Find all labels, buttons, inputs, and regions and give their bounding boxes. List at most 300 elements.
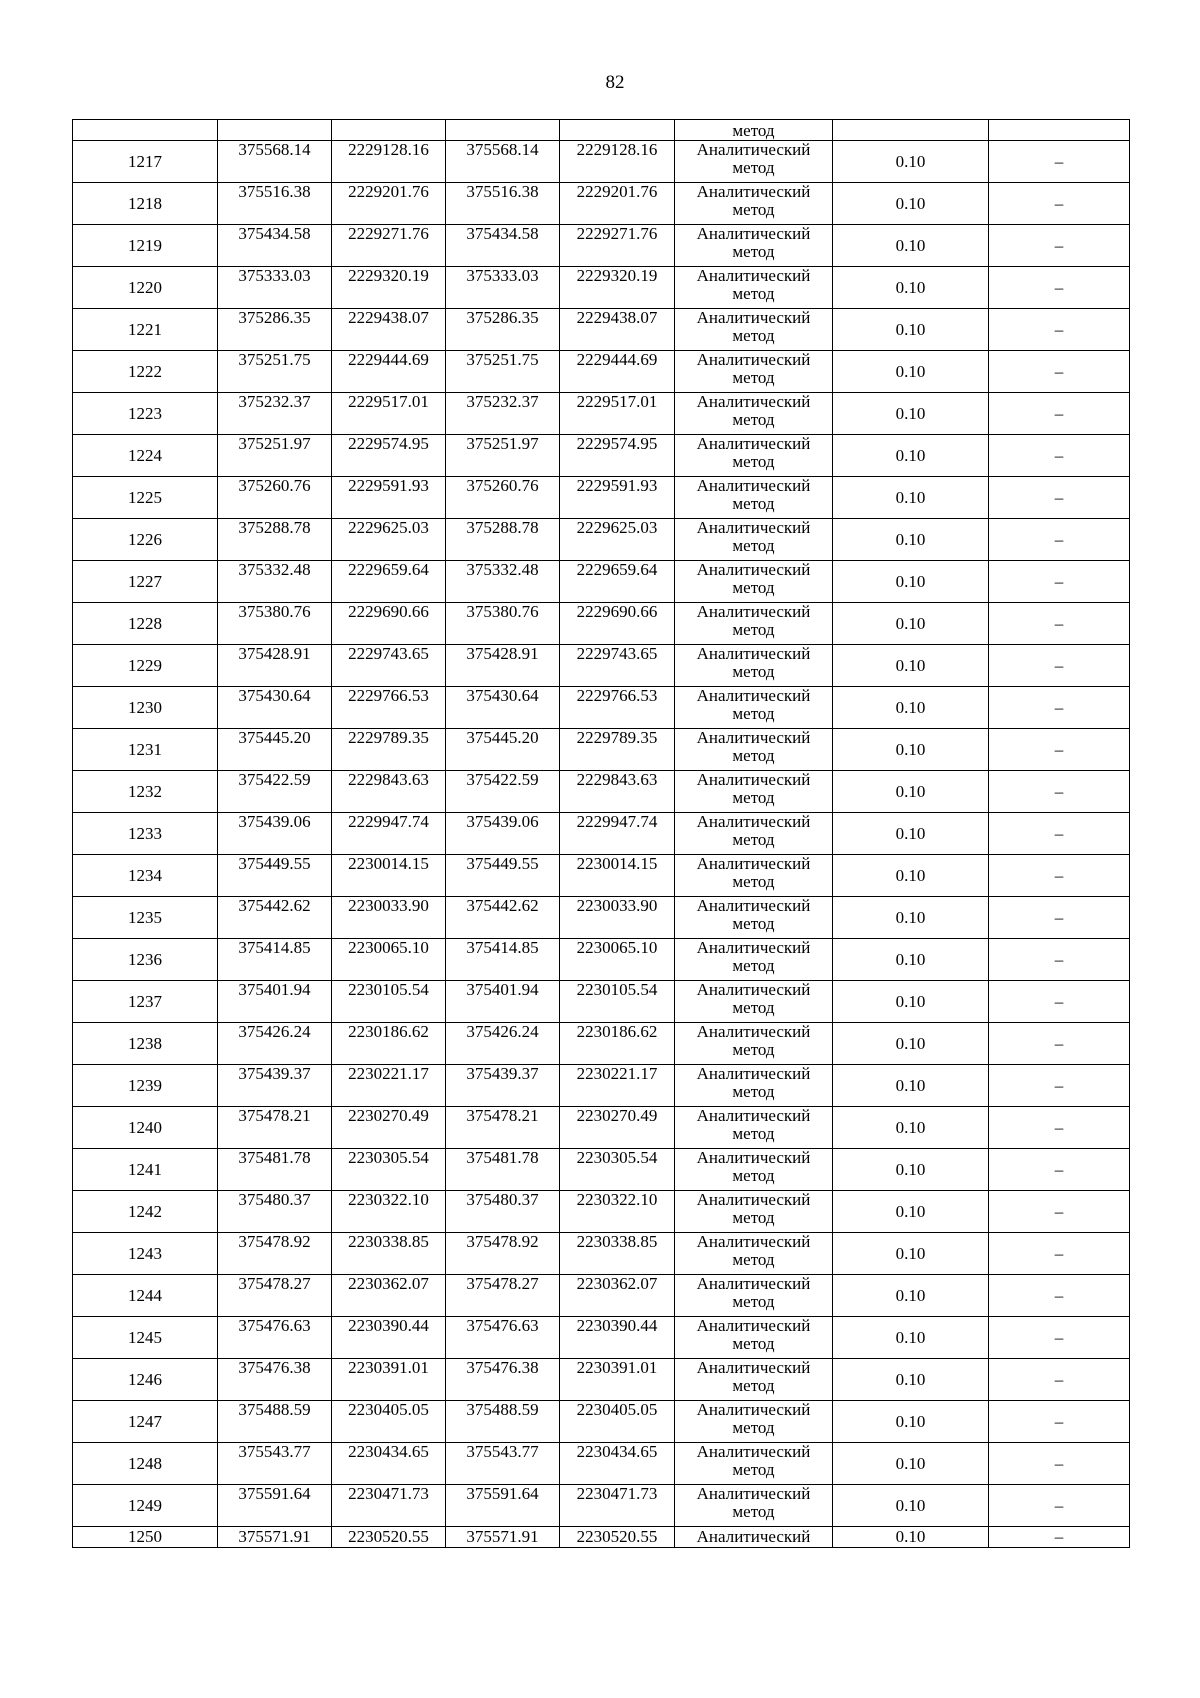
accuracy-value: 0.10 (833, 351, 989, 393)
note-dash: – (989, 519, 1130, 561)
accuracy-value: 0.10 (833, 729, 989, 771)
accuracy-value: 0.10 (833, 645, 989, 687)
table-row (73, 1443, 1130, 1485)
y-coordinate-2: 2230338.85 (560, 1233, 675, 1275)
accuracy-value: 0.10 (833, 687, 989, 729)
accuracy-value: 0.10 (833, 897, 989, 939)
point-number: 1247 (73, 1401, 218, 1443)
x-coordinate-2: 375333.03 (446, 267, 560, 309)
x-coordinate: 375478.21 (218, 1107, 332, 1149)
x-coordinate: 375288.78 (218, 519, 332, 561)
method-word: метод (732, 368, 775, 387)
y-coordinate: 2229574.95 (332, 435, 446, 477)
table-row (73, 1317, 1130, 1359)
x-coordinate-2: 375439.37 (446, 1065, 560, 1107)
x-coordinate-2: 375260.76 (446, 477, 560, 519)
note-dash: – (989, 1401, 1130, 1443)
method-word: Аналитический (696, 140, 811, 159)
point-number: 1240 (73, 1107, 218, 1149)
note-dash: – (989, 855, 1130, 897)
point-number: 1227 (73, 561, 218, 603)
method-word: метод (732, 200, 775, 219)
y-coordinate-2: 2229517.01 (560, 393, 675, 435)
method-cell (675, 603, 833, 645)
table-row (73, 1107, 1130, 1149)
accuracy-value: 0.10 (833, 1107, 989, 1149)
table-row (73, 729, 1130, 771)
method-word: Аналитический (696, 560, 811, 579)
y-coordinate: 2229789.35 (332, 729, 446, 771)
y-coordinate: 2230362.07 (332, 1275, 446, 1317)
accuracy-value: 0.10 (833, 183, 989, 225)
table-cell (73, 120, 218, 141)
y-coordinate-2: 2229128.16 (560, 141, 675, 183)
method-word: Аналитический (696, 1274, 811, 1293)
y-coordinate: 2229690.66 (332, 603, 446, 645)
method-word: метод (732, 494, 775, 513)
note-dash: – (989, 477, 1130, 519)
accuracy-value: 0.10 (833, 1275, 989, 1317)
table-row (73, 1191, 1130, 1233)
x-coordinate: 375478.27 (218, 1275, 332, 1317)
note-dash: – (989, 1149, 1130, 1191)
y-coordinate-2: 2229789.35 (560, 729, 675, 771)
x-coordinate-2: 375251.75 (446, 351, 560, 393)
point-number: 1229 (73, 645, 218, 687)
method-cell (675, 1401, 833, 1443)
accuracy-value: 0.10 (833, 813, 989, 855)
method-word: Аналитический (696, 266, 811, 285)
point-number: 1233 (73, 813, 218, 855)
method-word: метод (732, 956, 775, 975)
note-dash: – (989, 435, 1130, 477)
y-coordinate: 2229743.65 (332, 645, 446, 687)
note-dash: – (989, 687, 1130, 729)
point-number: 1244 (73, 1275, 218, 1317)
y-coordinate: 2229128.16 (332, 141, 446, 183)
point-number: 1218 (73, 183, 218, 225)
method-word: метод (732, 242, 775, 261)
method-word: Аналитический (696, 896, 811, 915)
method-word: Аналитический (696, 980, 811, 999)
x-coordinate: 375571.91 (218, 1527, 332, 1548)
method-word: метод (732, 1250, 775, 1269)
method-word: метод (732, 788, 775, 807)
x-coordinate: 375543.77 (218, 1443, 332, 1485)
x-coordinate-2: 375591.64 (446, 1485, 560, 1527)
x-coordinate-2: 375430.64 (446, 687, 560, 729)
table-row (73, 939, 1130, 981)
y-coordinate: 2229517.01 (332, 393, 446, 435)
method-cell (675, 1443, 833, 1485)
coordinates-table (72, 119, 1130, 1548)
accuracy-value: 0.10 (833, 771, 989, 813)
table-cell (989, 120, 1130, 141)
method-word: Аналитический (696, 770, 811, 789)
table-row (73, 981, 1130, 1023)
table-row (73, 183, 1130, 225)
accuracy-value: 0.10 (833, 267, 989, 309)
note-dash: – (989, 1065, 1130, 1107)
x-coordinate: 375481.78 (218, 1149, 332, 1191)
method-cell (675, 435, 833, 477)
x-coordinate: 375251.97 (218, 435, 332, 477)
method-word: Аналитический (696, 308, 811, 327)
accuracy-value: 0.10 (833, 1485, 989, 1527)
y-coordinate-2: 2230014.15 (560, 855, 675, 897)
method-word: метод (732, 158, 775, 177)
method-word: метод (732, 704, 775, 723)
x-coordinate-2: 375434.58 (446, 225, 560, 267)
table-row (73, 351, 1130, 393)
x-coordinate: 375232.37 (218, 393, 332, 435)
x-coordinate-2: 375332.48 (446, 561, 560, 603)
x-coordinate: 375414.85 (218, 939, 332, 981)
method-cell (675, 519, 833, 561)
x-coordinate-2: 375476.38 (446, 1359, 560, 1401)
accuracy-value: 0.10 (833, 393, 989, 435)
x-coordinate-2: 375445.20 (446, 729, 560, 771)
y-coordinate: 2229438.07 (332, 309, 446, 351)
method-word: метод (732, 536, 775, 555)
method-word: метод (732, 1082, 775, 1101)
method-word: Аналитический (696, 1022, 811, 1041)
table-cell (218, 120, 332, 141)
y-coordinate: 2230434.65 (332, 1443, 446, 1485)
y-coordinate: 2229766.53 (332, 687, 446, 729)
note-dash: – (989, 309, 1130, 351)
point-number: 1242 (73, 1191, 218, 1233)
x-coordinate: 375426.24 (218, 1023, 332, 1065)
y-coordinate: 2229320.19 (332, 267, 446, 309)
method-word: Аналитический (696, 1484, 811, 1503)
note-dash: – (989, 225, 1130, 267)
x-coordinate: 375488.59 (218, 1401, 332, 1443)
y-coordinate: 2230221.17 (332, 1065, 446, 1107)
x-coordinate-2: 375571.91 (446, 1527, 560, 1548)
y-coordinate-2: 2230105.54 (560, 981, 675, 1023)
y-coordinate: 2229625.03 (332, 519, 446, 561)
point-number: 1223 (73, 393, 218, 435)
method-word: Аналитический (696, 602, 811, 621)
table-row (73, 1149, 1130, 1191)
method-word: метод (732, 662, 775, 681)
method-word: метод (732, 284, 775, 303)
y-coordinate-2: 2229271.76 (560, 225, 675, 267)
y-coordinate-2: 2229843.63 (560, 771, 675, 813)
y-coordinate: 2229201.76 (332, 183, 446, 225)
method-word: метод (732, 1124, 775, 1143)
method-cell (675, 351, 833, 393)
method-word: метод (732, 326, 775, 345)
method-word: метод (732, 452, 775, 471)
method-cell (675, 477, 833, 519)
y-coordinate-2: 2229947.74 (560, 813, 675, 855)
point-number: 1245 (73, 1317, 218, 1359)
y-coordinate: 2229444.69 (332, 351, 446, 393)
x-coordinate-2: 375288.78 (446, 519, 560, 561)
method-word: метод (732, 830, 775, 849)
y-coordinate-2: 2230221.17 (560, 1065, 675, 1107)
accuracy-value: 0.10 (833, 1191, 989, 1233)
x-coordinate: 375439.06 (218, 813, 332, 855)
method-cell (675, 1191, 833, 1233)
method-word: Аналитический (696, 434, 811, 453)
method-word: Аналитический (696, 182, 811, 201)
method-word: Аналитический (696, 686, 811, 705)
note-dash: – (989, 645, 1130, 687)
y-coordinate: 2230186.62 (332, 1023, 446, 1065)
x-coordinate-2: 375481.78 (446, 1149, 560, 1191)
method-word: Аналитический (696, 854, 811, 873)
x-coordinate-2: 375478.27 (446, 1275, 560, 1317)
x-coordinate: 375286.35 (218, 309, 332, 351)
method-word: метод (732, 872, 775, 891)
x-coordinate: 375568.14 (218, 141, 332, 183)
x-coordinate-2: 375439.06 (446, 813, 560, 855)
table-row (73, 1527, 1130, 1548)
point-number: 1237 (73, 981, 218, 1023)
method-word: метод (732, 746, 775, 765)
table-row (73, 1401, 1130, 1443)
method-cell (675, 183, 833, 225)
method-word: метод (732, 998, 775, 1017)
method-word: Аналитический (696, 392, 811, 411)
x-coordinate-2: 375414.85 (446, 939, 560, 981)
y-coordinate-2: 2230305.54 (560, 1149, 675, 1191)
table-row (73, 687, 1130, 729)
accuracy-value: 0.10 (833, 1401, 989, 1443)
method-cell (675, 1107, 833, 1149)
note-dash: – (989, 561, 1130, 603)
y-coordinate-2: 2229444.69 (560, 351, 675, 393)
point-number: 1239 (73, 1065, 218, 1107)
point-number: 1249 (73, 1485, 218, 1527)
method-cell (675, 687, 833, 729)
y-coordinate-2: 2230471.73 (560, 1485, 675, 1527)
method-word: метод (732, 1502, 775, 1521)
note-dash: – (989, 1443, 1130, 1485)
table-cell (446, 120, 560, 141)
table-row (73, 141, 1130, 183)
accuracy-value: 0.10 (833, 1527, 989, 1548)
note-dash: – (989, 183, 1130, 225)
point-number: 1231 (73, 729, 218, 771)
y-coordinate-2: 2229625.03 (560, 519, 675, 561)
accuracy-value: 0.10 (833, 1233, 989, 1275)
note-dash: – (989, 1023, 1130, 1065)
note-dash: – (989, 981, 1130, 1023)
x-coordinate: 375260.76 (218, 477, 332, 519)
y-coordinate-2: 2230270.49 (560, 1107, 675, 1149)
x-coordinate-2: 375422.59 (446, 771, 560, 813)
method-cell (675, 855, 833, 897)
note-dash: – (989, 1107, 1130, 1149)
accuracy-value: 0.10 (833, 519, 989, 561)
accuracy-value: 0.10 (833, 1065, 989, 1107)
continuation-row (73, 120, 1130, 141)
method-word: Аналитический (696, 1106, 811, 1125)
method-cell (675, 225, 833, 267)
y-coordinate: 2230390.44 (332, 1317, 446, 1359)
y-coordinate-2: 2229201.76 (560, 183, 675, 225)
table-row (73, 1485, 1130, 1527)
x-coordinate: 375430.64 (218, 687, 332, 729)
y-coordinate: 2230391.01 (332, 1359, 446, 1401)
point-number: 1248 (73, 1443, 218, 1485)
table-row (73, 435, 1130, 477)
note-dash: – (989, 1359, 1130, 1401)
point-number: 1224 (73, 435, 218, 477)
x-coordinate-2: 375478.21 (446, 1107, 560, 1149)
x-coordinate: 375434.58 (218, 225, 332, 267)
y-coordinate: 2230014.15 (332, 855, 446, 897)
method-cell (675, 1149, 833, 1191)
accuracy-value: 0.10 (833, 435, 989, 477)
x-coordinate: 375476.63 (218, 1317, 332, 1359)
x-coordinate-2: 375480.37 (446, 1191, 560, 1233)
method-cell (675, 939, 833, 981)
y-coordinate: 2230305.54 (332, 1149, 446, 1191)
method-word: метод (732, 914, 775, 933)
method-cell (675, 1359, 833, 1401)
method-cell (675, 771, 833, 813)
point-number: 1230 (73, 687, 218, 729)
x-coordinate: 375516.38 (218, 183, 332, 225)
x-coordinate: 375476.38 (218, 1359, 332, 1401)
table-row (73, 771, 1130, 813)
point-number: 1234 (73, 855, 218, 897)
table-row (73, 897, 1130, 939)
accuracy-value: 0.10 (833, 981, 989, 1023)
method-cell (675, 393, 833, 435)
y-coordinate-2: 2229438.07 (560, 309, 675, 351)
note-dash: – (989, 1485, 1130, 1527)
x-coordinate-2: 375488.59 (446, 1401, 560, 1443)
method-cell: метод (675, 120, 833, 141)
x-coordinate-2: 375428.91 (446, 645, 560, 687)
y-coordinate: 2229591.93 (332, 477, 446, 519)
method-cell: Аналитический (675, 1527, 833, 1548)
method-word: Аналитический (696, 644, 811, 663)
table-row (73, 1023, 1130, 1065)
table-row (73, 477, 1130, 519)
y-coordinate-2: 2229690.66 (560, 603, 675, 645)
page-number: 82 (605, 72, 625, 93)
y-coordinate-2: 2230186.62 (560, 1023, 675, 1065)
accuracy-value: 0.10 (833, 1443, 989, 1485)
point-number: 1238 (73, 1023, 218, 1065)
x-coordinate: 375449.55 (218, 855, 332, 897)
x-coordinate-2: 375380.76 (446, 603, 560, 645)
accuracy-value: 0.10 (833, 477, 989, 519)
method-word: Аналитический (696, 518, 811, 537)
method-cell (675, 1317, 833, 1359)
method-word: Аналитический (696, 812, 811, 831)
method-word: метод (732, 1460, 775, 1479)
y-coordinate-2: 2229743.65 (560, 645, 675, 687)
y-coordinate-2: 2230434.65 (560, 1443, 675, 1485)
method-cell (675, 897, 833, 939)
x-coordinate: 375422.59 (218, 771, 332, 813)
note-dash: – (989, 1317, 1130, 1359)
x-coordinate-2: 375286.35 (446, 309, 560, 351)
x-coordinate: 375439.37 (218, 1065, 332, 1107)
x-coordinate: 375332.48 (218, 561, 332, 603)
y-coordinate: 2230471.73 (332, 1485, 446, 1527)
y-coordinate: 2229271.76 (332, 225, 446, 267)
y-coordinate: 2230338.85 (332, 1233, 446, 1275)
note-dash: – (989, 393, 1130, 435)
y-coordinate-2: 2229574.95 (560, 435, 675, 477)
accuracy-value: 0.10 (833, 1023, 989, 1065)
x-coordinate: 375591.64 (218, 1485, 332, 1527)
x-coordinate-2: 375543.77 (446, 1443, 560, 1485)
note-dash: – (989, 603, 1130, 645)
y-coordinate-2: 2230322.10 (560, 1191, 675, 1233)
y-coordinate-2: 2229766.53 (560, 687, 675, 729)
table-row (73, 309, 1130, 351)
x-coordinate: 375442.62 (218, 897, 332, 939)
method-word: метод (732, 1334, 775, 1353)
y-coordinate: 2230405.05 (332, 1401, 446, 1443)
method-cell (675, 1275, 833, 1317)
point-number: 1226 (73, 519, 218, 561)
note-dash: – (989, 813, 1130, 855)
method-cell (675, 813, 833, 855)
accuracy-value: 0.10 (833, 939, 989, 981)
x-coordinate-2: 375442.62 (446, 897, 560, 939)
x-coordinate: 375478.92 (218, 1233, 332, 1275)
table-row (73, 225, 1130, 267)
note-dash: – (989, 141, 1130, 183)
table-cell (560, 120, 675, 141)
point-number: 1222 (73, 351, 218, 393)
method-word: Аналитический (696, 1358, 811, 1377)
method-cell (675, 1065, 833, 1107)
table-cell (833, 120, 989, 141)
point-number: 1241 (73, 1149, 218, 1191)
method-word: Аналитический (696, 350, 811, 369)
y-coordinate: 2229659.64 (332, 561, 446, 603)
table-row (73, 267, 1130, 309)
table-row (73, 603, 1130, 645)
y-coordinate: 2229843.63 (332, 771, 446, 813)
method-word: метод (732, 578, 775, 597)
method-cell (675, 1023, 833, 1065)
x-coordinate-2: 375568.14 (446, 141, 560, 183)
method-word: Аналитический (696, 1232, 811, 1251)
method-cell (675, 309, 833, 351)
point-number: 1225 (73, 477, 218, 519)
table-row (73, 645, 1130, 687)
y-coordinate: 2230033.90 (332, 897, 446, 939)
table-cell (332, 120, 446, 141)
y-coordinate-2: 2230520.55 (560, 1527, 675, 1548)
method-word: метод (732, 1418, 775, 1437)
method-word: Аналитический (696, 938, 811, 957)
method-cell (675, 1485, 833, 1527)
x-coordinate-2: 375251.97 (446, 435, 560, 477)
y-coordinate: 2230270.49 (332, 1107, 446, 1149)
table-row (73, 393, 1130, 435)
table-row (73, 855, 1130, 897)
point-number: 1243 (73, 1233, 218, 1275)
method-word: метод (732, 1208, 775, 1227)
method-word: метод (732, 1040, 775, 1059)
y-coordinate-2: 2229320.19 (560, 267, 675, 309)
point-number: 1219 (73, 225, 218, 267)
